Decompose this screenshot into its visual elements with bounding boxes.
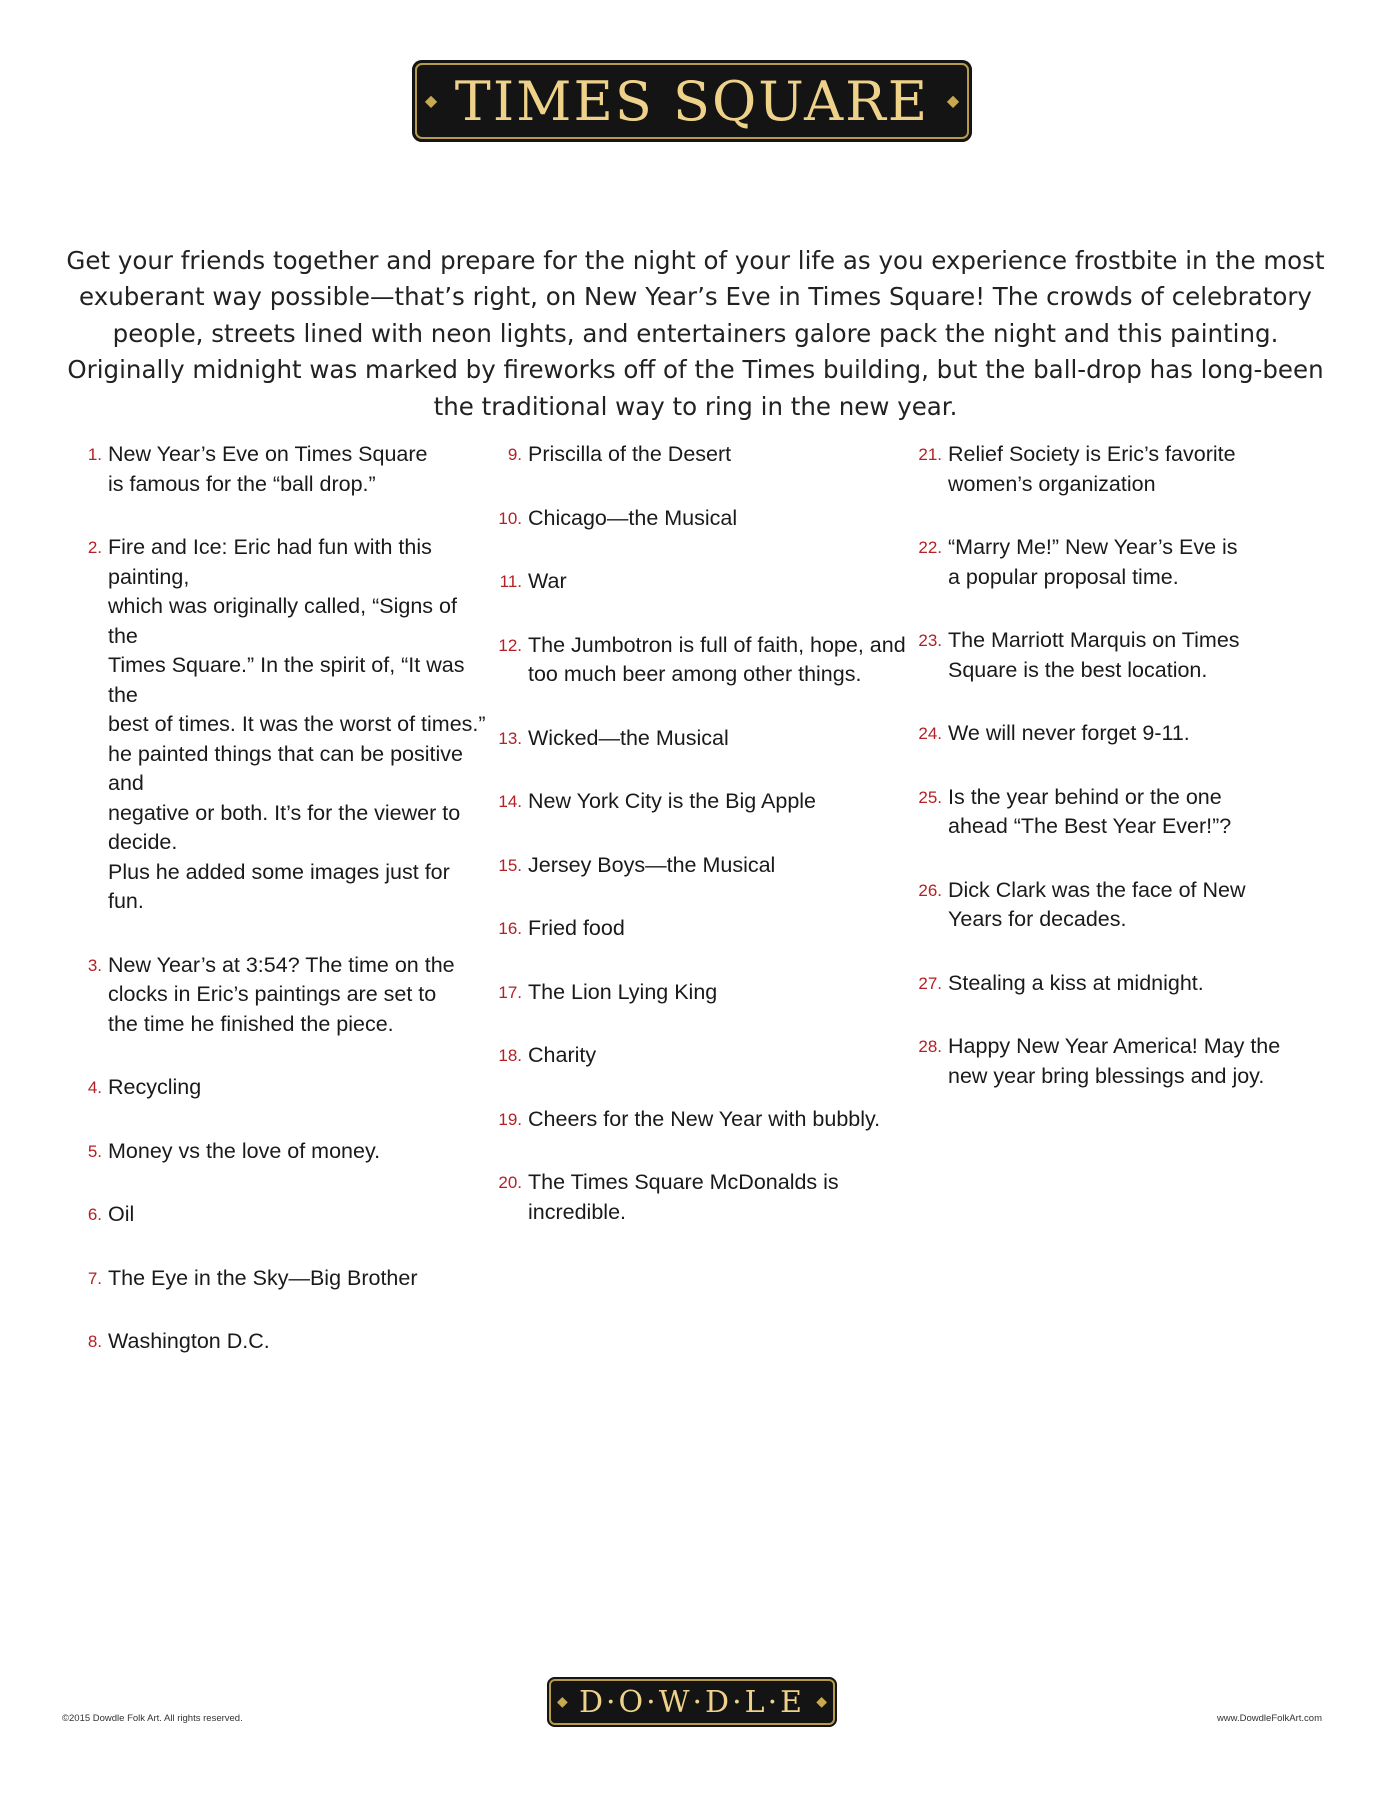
note-text: Chicago—the Musical xyxy=(528,505,738,530)
note-number: 13. xyxy=(498,728,522,748)
note-item xyxy=(70,1200,490,1230)
note-text: Priscilla of the Desert xyxy=(528,442,732,466)
note-item xyxy=(490,978,910,1008)
note-number: 21. xyxy=(918,445,942,464)
note-number: 18. xyxy=(498,1046,522,1065)
note-text: Dick Clark was the face of New Years for decades. xyxy=(948,877,1246,931)
note-number: 6. xyxy=(87,1205,102,1224)
note-text: Fire and Ice: Eric had fun with this painting, which was originally called, “Signs of the Times Square.” In the spirit of, “It was the best of times. It was the worst of times.” he painted things that can be positive and negative or both. It’s for the viewer to decide. Plus he added some images just for fun. xyxy=(108,535,486,913)
note-text: Jersey Boys—the Musical xyxy=(528,852,776,877)
note-text: Fried food xyxy=(528,916,625,940)
note-text: Wicked—the Musical xyxy=(528,725,729,750)
note-text: New Year’s at 3:54? The time on the clocks in Eric’s paintings are set to the time he finished the piece. xyxy=(108,952,455,1036)
note-item xyxy=(910,1032,1310,1091)
note-number: 4. xyxy=(87,1078,102,1097)
note-number: 14. xyxy=(498,792,522,811)
note-text: The Lion Lying King xyxy=(528,979,718,1004)
title-plaque xyxy=(412,60,972,142)
note-item xyxy=(490,724,910,754)
note-number: 7. xyxy=(87,1268,102,1288)
note-number: 11. xyxy=(499,572,522,591)
note-text: The Eye in the Sky—Big Brother xyxy=(108,1265,418,1290)
note-number: 20. xyxy=(498,1173,522,1192)
note-number: 3. xyxy=(87,955,102,975)
note-item xyxy=(70,533,490,917)
ornament-left-icon: ◆ xyxy=(424,91,438,110)
note-text: The Times Square McDonalds is incredible. xyxy=(528,1170,839,1224)
note-text: Is the year behind or the one ahead “The Best Year Ever!”? xyxy=(948,784,1232,838)
website-url: www.DowdleFolkArt.com xyxy=(1216,1713,1322,1724)
note-text: Recycling xyxy=(108,1075,202,1099)
note-text: Washington D.C. xyxy=(108,1329,270,1353)
note-item xyxy=(910,626,1310,685)
note-item xyxy=(910,876,1310,935)
note-text: The Jumbotron is full of faith, hope, and too much beer among other things. xyxy=(528,632,906,686)
note-number: 10. xyxy=(498,508,522,528)
note-number: 15. xyxy=(498,855,522,875)
note-text: Stealing a kiss at midnight. xyxy=(948,970,1204,995)
note-item xyxy=(490,1168,910,1227)
note-number: 5. xyxy=(87,1141,102,1161)
note-item xyxy=(490,851,910,881)
note-item xyxy=(490,1041,910,1071)
note-item xyxy=(910,783,1310,842)
note-number: 28. xyxy=(918,1037,942,1056)
note-item xyxy=(490,914,910,944)
note-number: 8. xyxy=(87,1332,102,1351)
dowdle-logo xyxy=(547,1677,837,1727)
note-item xyxy=(910,969,1310,999)
note-text: Oil xyxy=(108,1202,135,1226)
note-number: 26. xyxy=(918,880,942,900)
page-title: TIMES SQUARE xyxy=(454,69,930,133)
logo-ornament-right-icon: ◆ xyxy=(816,1694,827,1710)
note-number: 19. xyxy=(498,1109,522,1129)
note-number: 24. xyxy=(918,724,942,743)
logo-ornament-left-icon: ◆ xyxy=(557,1694,568,1710)
note-item xyxy=(70,1327,490,1357)
note-item xyxy=(70,951,490,1040)
ornament-right-icon: ◆ xyxy=(946,91,960,110)
note-number: 1. xyxy=(87,445,102,464)
note-number: 22. xyxy=(918,538,942,557)
note-text: War xyxy=(528,569,567,593)
note-text: “Marry Me!” New Year’s Eve is a popular proposal time. xyxy=(948,535,1238,589)
note-text: Relief Society is Eric’s favorite women’s organization xyxy=(948,442,1236,496)
note-number: 16. xyxy=(498,919,522,938)
note-text: We will never forget 9-11. xyxy=(948,721,1190,745)
note-item xyxy=(910,533,1310,592)
note-item xyxy=(910,440,1310,499)
note-text: Happy New Year America! May the new year bring blessings and joy. xyxy=(948,1034,1281,1088)
note-number: 25. xyxy=(918,787,942,807)
note-item xyxy=(70,440,490,499)
note-number: 17. xyxy=(498,982,522,1002)
note-text: The Marriott Marquis on Times Square is the best location. xyxy=(948,628,1240,682)
note-item xyxy=(490,440,910,470)
logo-text: D·O·W·D·L·E xyxy=(578,1684,806,1720)
note-item xyxy=(70,1137,490,1167)
intro-paragraph: Get your friends together and prepare for the night of your life as you experience frostbite in the most exuberant way possible—that’s right, on New Year’s Eve in Times Square! The crowds of celebratory people, streets lined with neon lights, and entertainers galore pack the night and this painting. Originally midnight was marked by fireworks off of the Times building, but the ball-drop has long-been the traditional way to ring in the new year. xyxy=(66,245,1325,421)
note-item xyxy=(70,1073,490,1103)
copyright-text: ©2015 Dowdle Folk Art. All rights reserved. xyxy=(62,1713,243,1724)
note-item xyxy=(490,1105,910,1135)
notes-column-2 xyxy=(490,440,910,1261)
note-item xyxy=(490,787,910,817)
note-number: 2. xyxy=(87,538,102,557)
note-text: New Year’s Eve on Times Square is famous for the “ball drop.” xyxy=(108,442,428,496)
note-item xyxy=(70,1264,490,1294)
note-text: Cheers for the New Year with bubbly. xyxy=(528,1106,881,1131)
note-item xyxy=(910,719,1310,749)
notes-column-3 xyxy=(910,440,1310,1125)
title-plaque-frame xyxy=(412,60,972,142)
note-text: Charity xyxy=(528,1043,597,1067)
note-number: 9. xyxy=(507,445,522,464)
note-item xyxy=(490,631,910,690)
notes-column-1 xyxy=(70,440,490,1391)
note-item xyxy=(490,567,910,597)
note-number: 27. xyxy=(918,973,942,993)
note-text: Money vs the love of money. xyxy=(108,1138,381,1163)
note-number: 23. xyxy=(918,631,942,650)
note-item xyxy=(490,504,910,534)
note-text: New York City is the Big Apple xyxy=(528,789,817,813)
note-number: 12. xyxy=(498,635,522,655)
